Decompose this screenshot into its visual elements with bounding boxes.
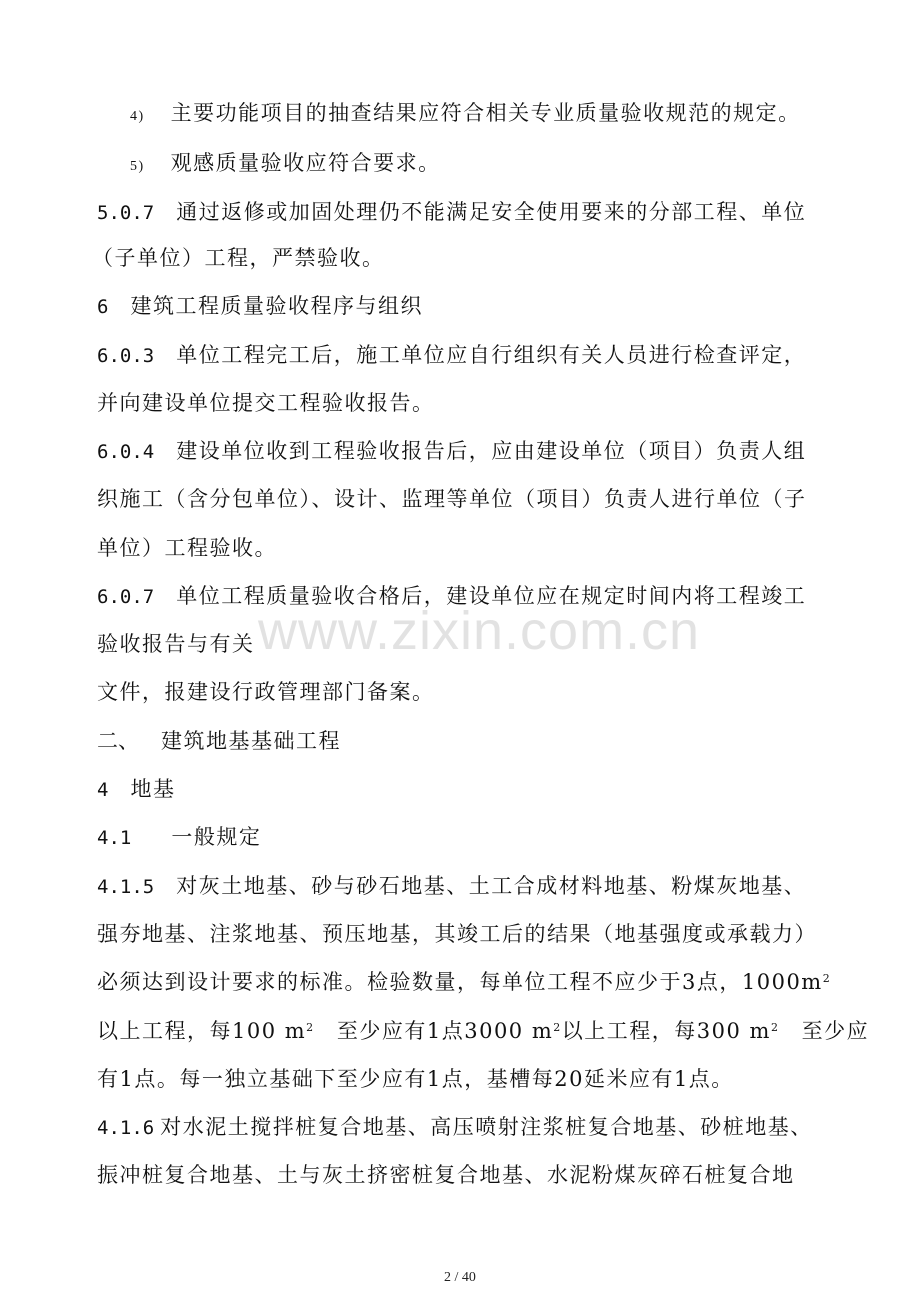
- text-line: [130, 149, 441, 181]
- line-text: 建筑工程质量验收程序与组织: [130, 294, 423, 318]
- line-text: 至少应有1点3000 m: [336, 1019, 554, 1043]
- line-text: 并向建设单位提交工程验收报告。: [97, 391, 435, 415]
- text-line: [97, 1161, 795, 1189]
- line-text: 地基: [130, 777, 176, 801]
- section-number: 4.1.6: [97, 1117, 155, 1139]
- section-number: 6.0.4: [97, 441, 155, 463]
- text-line: [97, 389, 435, 417]
- text-line: [97, 534, 277, 562]
- item-number: 5): [130, 159, 145, 174]
- text-line: [97, 872, 806, 901]
- text-line: [97, 1113, 813, 1142]
- item-number: 4): [130, 109, 145, 124]
- section-number: 二、: [97, 729, 139, 753]
- line-text: 单位工程完工后，施工单位应自行组织有关人员进行检查评定，: [176, 343, 807, 367]
- text-line: [97, 292, 423, 321]
- text-line: [97, 437, 806, 466]
- text-line: [97, 1017, 869, 1045]
- page-number: 2 / 40: [444, 1270, 476, 1285]
- line-text: 对灰土地基、砂与砂石地基、土工合成材料地基、粉煤灰地基、: [176, 874, 807, 898]
- line-text: 强夯地基、注浆地基、预压地基，其竣工后的结果（地基强度或承载力）: [97, 922, 817, 946]
- line-text: 以上工程，每300 m: [561, 1019, 771, 1043]
- line-text: 观感质量验收应符合要求。: [170, 151, 441, 175]
- section-number: 6.0.3: [97, 345, 155, 367]
- watermark: www.zixin.com.cn: [258, 601, 701, 661]
- text-line: [130, 99, 801, 131]
- line-text: 对水泥土搅拌桩复合地基、高压喷射注浆桩复合地基、砂桩地基、: [160, 1115, 813, 1139]
- line-text: 建筑地基基础工程: [161, 729, 341, 753]
- text-line: [97, 582, 806, 611]
- line-text: 文件，报建设行政管理部门备案。: [97, 680, 435, 704]
- text-line: [97, 823, 261, 852]
- line-text: 一般规定: [171, 825, 262, 849]
- line-text: 以上工程，每100 m: [97, 1019, 307, 1043]
- text-line: [97, 968, 831, 996]
- line-text: 振冲桩复合地基、土与灰土挤密桩复合地基、水泥粉煤灰碎石桩复合地: [97, 1163, 795, 1187]
- text-line: [97, 678, 435, 706]
- section-number: 4.1.5: [97, 876, 155, 898]
- superscript: 2: [822, 972, 832, 985]
- line-text: 必须达到设计要求的标准。检验数量，每单位工程不应少于3点，1000m: [97, 970, 823, 994]
- text-line: [92, 244, 385, 272]
- section-number: 5.0.7: [97, 202, 155, 224]
- text-line: [97, 485, 807, 513]
- line-text: 建设单位收到工程验收报告后，应由建设单位（项目）负责人组: [176, 439, 807, 463]
- text-line: [97, 1065, 734, 1093]
- line-text: 至少应: [801, 1019, 870, 1043]
- superscript: 2: [770, 1021, 780, 1034]
- text-line: [97, 920, 817, 948]
- line-text: （子单位）工程，严禁验收。: [92, 246, 385, 270]
- superscript: 2: [553, 1021, 562, 1034]
- line-text: 有1点。每一独立基础下至少应有1点，基槽每20延米应有1点。: [97, 1067, 734, 1091]
- line-text: 织施工（含分包单位）、设计、监理等单位（项目）负责人进行单位（子: [97, 487, 807, 511]
- superscript: 2: [306, 1021, 315, 1034]
- line-text: 验收报告与有关: [97, 632, 255, 656]
- text-line: [97, 727, 341, 755]
- section-number: 4: [97, 779, 109, 801]
- section-number: 6.0.7: [97, 586, 155, 608]
- line-text: 单位）工程验收。: [97, 536, 277, 560]
- line-text: 通过返修或加固处理仍不能满足安全使用要来的分部工程、单位: [176, 200, 807, 224]
- line-text: 主要功能项目的抽查结果应符合相关专业质量验收规范的规定。: [170, 101, 801, 125]
- text-line: [97, 630, 255, 658]
- text-line: [97, 341, 806, 370]
- section-number: 6: [97, 296, 109, 318]
- line-text: 单位工程质量验收合格后，建设单位应在规定时间内将工程竣工: [176, 584, 807, 608]
- text-line: [97, 775, 175, 804]
- section-number: 4.1: [97, 827, 132, 849]
- text-line: [97, 198, 806, 227]
